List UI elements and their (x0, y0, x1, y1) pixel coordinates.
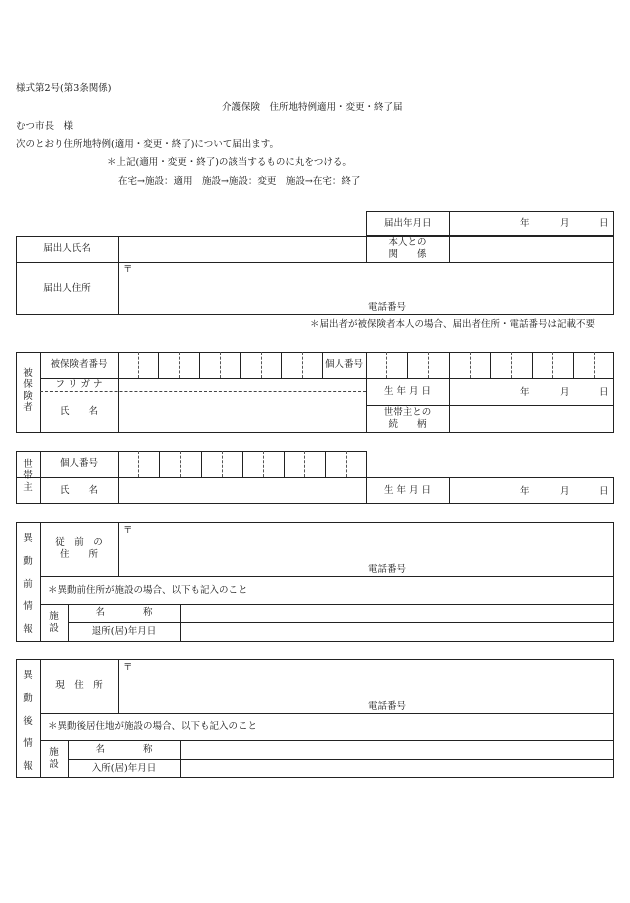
notifier-date-month: 月 (560, 218, 570, 229)
insured-section-label: 被 保 険 者 (23, 368, 33, 414)
before-move-facility-label: 施 設 (49, 611, 59, 634)
insured-birth-input[interactable] (449, 378, 614, 405)
insured-birth-day: 日 (599, 387, 609, 398)
after-move-facility-label: 施 設 (49, 747, 59, 770)
after-move-postal-mark: 〒 (123, 662, 133, 673)
notifier-relation-label: 本人との 関 係 (388, 237, 427, 260)
after-move-facility-name-label: 名 称 (95, 743, 153, 755)
insured-name-label: 氏 名 (59, 406, 98, 418)
householder-name-input[interactable] (118, 477, 366, 504)
notifier-address-label: 届出人住所 (43, 282, 91, 294)
householder-personal-number-label: 個人番号 (59, 458, 98, 470)
before-move-facility-name-input[interactable] (180, 604, 614, 622)
form-title: 介護保険 住所地特例適用・変更・終了届 (222, 102, 403, 113)
after-move-address-input[interactable] (118, 659, 614, 713)
notifier-name-input[interactable] (118, 236, 366, 262)
notifier-name-label: 届出人氏名 (43, 243, 91, 255)
insured-personal-number-label: 個人番号 (324, 359, 363, 371)
form-number: 様式第2号(第3条関係) (16, 83, 112, 94)
householder-birth-input[interactable] (449, 477, 614, 504)
householder-personal-number-boxes[interactable] (118, 451, 366, 477)
before-move-section-label: 異 動 前 情 報 (23, 533, 33, 636)
householder-name-label: 氏 名 (59, 484, 98, 496)
notifier-date-input[interactable] (449, 211, 614, 236)
after-move-enter-date-label: 入所(居)年月日 (91, 762, 157, 774)
after-move-phone-label: 電話番号 (368, 701, 407, 712)
after-move-enter-date-input[interactable] (180, 759, 614, 778)
notifier-date-label: 届出年月日 (384, 218, 432, 229)
after-move-section-label: 異 動 後 情 報 (23, 670, 33, 773)
insured-furigana-label: フ リ ガ ナ (55, 378, 103, 390)
before-move-postal-mark: 〒 (123, 525, 133, 536)
notifier-date-year: 年 (520, 218, 530, 229)
householder-birth-month: 月 (560, 486, 570, 497)
insured-birth-label: 生 年 月 日 (383, 385, 432, 397)
notifier-date-day: 日 (599, 218, 609, 229)
notifier-address-input[interactable] (118, 262, 614, 315)
insured-furigana-input[interactable] (118, 378, 366, 391)
before-move-facility-note: ＊異動前住所が施設の場合、以下も記入のこと (48, 585, 248, 596)
insured-number-boxes[interactable] (118, 352, 322, 378)
after-move-facility-note: ＊異動後居住地が施設の場合、以下も記入のこと (48, 721, 258, 732)
option-list: 在宅→施設：適用 施設→施設：変更 施設→在宅：終了 (118, 176, 361, 187)
householder-birth-day: 日 (599, 486, 609, 497)
insured-relation-input[interactable] (449, 405, 614, 433)
before-move-leave-date-input[interactable] (180, 622, 614, 642)
insured-birth-month: 月 (560, 387, 570, 398)
notifier-postal-mark: 〒 (123, 264, 133, 275)
insured-personal-number-boxes[interactable] (366, 352, 614, 378)
before-move-phone-label: 電話番号 (368, 564, 407, 575)
notifier-phone-label: 電話番号 (368, 302, 407, 313)
after-move-address-label: 現 住 所 (55, 680, 103, 692)
householder-birth-year: 年 (520, 486, 530, 497)
before-move-address-input[interactable] (118, 522, 614, 576)
notifier-note: ＊届出者が被保険者本人の場合、届出者住所・電話番号は記載不要 (310, 319, 596, 330)
householder-birth-label: 生 年 月 日 (383, 484, 432, 496)
before-move-address-label: 従 前 の 住 所 (55, 537, 103, 560)
insured-name-input[interactable] (118, 391, 366, 433)
addressee: むつ市長 様 (16, 121, 74, 132)
before-move-leave-date-label: 退所(居)年月日 (91, 626, 157, 638)
insured-relation-label: 世帯主との 続 柄 (383, 407, 432, 430)
notifier-relation-input[interactable] (449, 236, 614, 262)
insured-birth-year: 年 (520, 387, 530, 398)
insured-number-label: 被保険者番号 (50, 359, 108, 371)
circle-instruction: ＊上記(適用・変更・終了)の該当するものに丸をつける。 (107, 157, 352, 168)
intro-text: 次のとおり住所地特例(適用・変更・終了)について届出ます。 (16, 139, 279, 150)
after-move-facility-name-input[interactable] (180, 740, 614, 759)
before-move-facility-name-label: 名 称 (95, 607, 153, 619)
householder-section-label: 世 帯 主 (23, 459, 33, 493)
